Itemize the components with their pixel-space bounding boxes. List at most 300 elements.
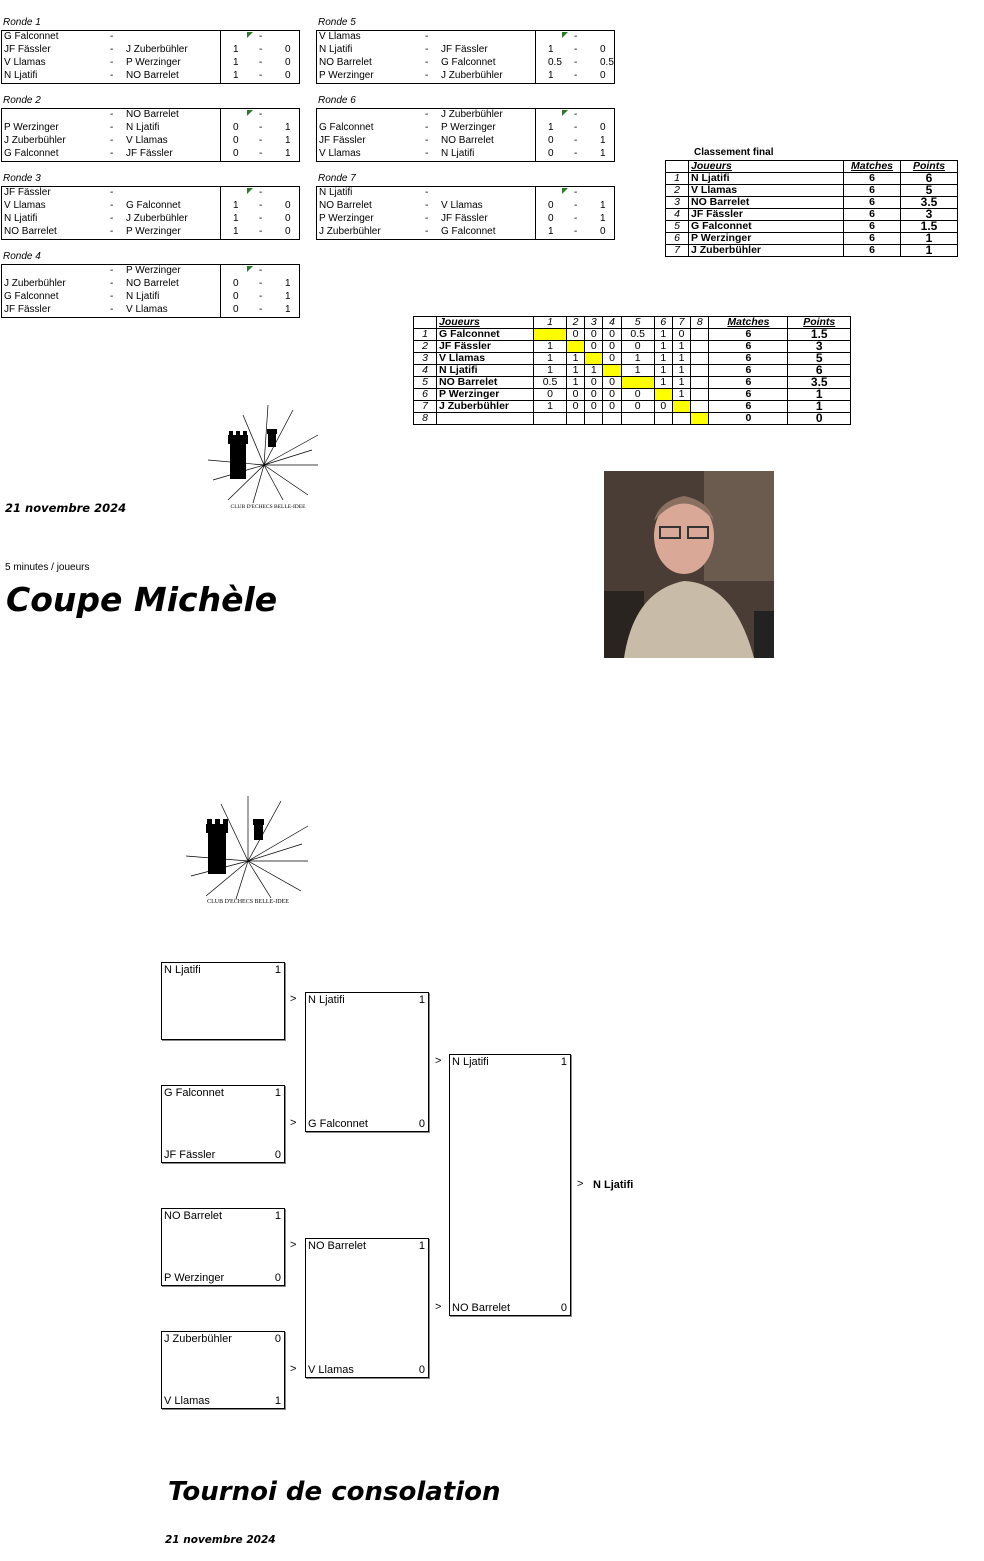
cross-cell: 0	[788, 413, 851, 425]
bracket-match	[305, 1238, 429, 1378]
final-cell: 6	[844, 245, 901, 257]
round-cell: -	[574, 135, 578, 146]
round-cell: 0	[285, 226, 291, 237]
cross-cell: J Zuberbühler	[437, 401, 534, 413]
round-box	[316, 30, 613, 84]
cross-cell: 1	[566, 365, 584, 377]
round-cell: -	[259, 226, 263, 237]
round-cell: V Llamas	[4, 200, 46, 211]
flag-marker	[247, 110, 253, 116]
bracket-score-bottom: 0	[274, 1272, 281, 1284]
cross-cell: 1	[672, 389, 690, 401]
final-cell: 4	[666, 209, 689, 221]
cross-header-rank	[414, 317, 437, 329]
final-header-rank	[666, 161, 689, 173]
cross-header-cell: 5	[621, 317, 654, 329]
round-cell: 1	[233, 57, 239, 68]
round-cell: 0	[600, 122, 606, 133]
round-title: Ronde 7	[318, 173, 356, 184]
round-cell: -	[259, 135, 263, 146]
round-cell: 0	[600, 70, 606, 81]
cross-cell	[585, 413, 603, 425]
cross-header-cell: Matches	[709, 317, 788, 329]
cross-row	[414, 329, 851, 341]
round-cell: -	[259, 57, 263, 68]
round-cell: -	[425, 226, 429, 237]
bracket-score-bottom: 1	[274, 1395, 281, 1407]
bracket-match	[305, 992, 429, 1132]
bracket-player-top: N Ljatifi	[452, 1056, 489, 1068]
cross-cell: G Falconnet	[437, 329, 534, 341]
cross-cell: 1	[534, 353, 567, 365]
cross-cell: 0	[585, 401, 603, 413]
cross-cell: 7	[414, 401, 437, 413]
round-cell: 1	[285, 291, 291, 302]
cross-cell: 6	[709, 329, 788, 341]
round-cell: P Werzinger	[126, 265, 181, 276]
bracket-score-top: 1	[274, 1210, 281, 1222]
round-cell: P Werzinger	[126, 226, 181, 237]
round-cell: -	[259, 187, 263, 198]
round-cell: 0	[285, 200, 291, 211]
cross-cell: 4	[414, 365, 437, 377]
round-cell: -	[259, 200, 263, 211]
round-cell: 0	[233, 135, 239, 146]
cross-header-cell: 8	[691, 317, 709, 329]
round-cell: -	[425, 148, 429, 159]
round-cell: 1	[285, 304, 291, 315]
round-cell: -	[425, 70, 429, 81]
cross-cell: 0	[585, 377, 603, 389]
round-cell: -	[110, 148, 114, 159]
cross-cell	[691, 365, 709, 377]
round-cell: V Llamas	[4, 57, 46, 68]
final-cell: 5	[666, 221, 689, 233]
cross-table	[413, 316, 851, 425]
bracket-score-top: 1	[418, 994, 425, 1006]
cross-cell	[534, 413, 567, 425]
round-cell: G Falconnet	[4, 291, 59, 302]
bracket-arrow: >	[290, 1117, 297, 1129]
round-cell: 0	[285, 57, 291, 68]
round-cell: V Llamas	[319, 148, 361, 159]
cross-cell: 0	[603, 401, 621, 413]
round-cell: 0	[600, 44, 606, 55]
round-cell: JF Fässler	[4, 44, 51, 55]
round-cell: J Zuberbühler	[319, 226, 381, 237]
final-header-cell: Matches	[844, 161, 901, 173]
cross-header-cell: 7	[672, 317, 690, 329]
bracket-match	[161, 1331, 285, 1409]
bracket-player-top: NO Barrelet	[164, 1210, 223, 1222]
cross-cell: 1	[672, 341, 690, 353]
date-bottom: 21 novembre 2024	[165, 1534, 276, 1546]
final-cell: 6	[844, 185, 901, 197]
final-cell: JF Fässler	[689, 209, 844, 221]
cross-cell: JF Fässler	[437, 341, 534, 353]
round-cell: G Falconnet	[4, 148, 59, 159]
cross-cell: 3	[414, 353, 437, 365]
round-box	[1, 264, 298, 318]
round-cell: -	[574, 70, 578, 81]
cross-cell: 1	[788, 389, 851, 401]
round-cell: NO Barrelet	[319, 200, 372, 211]
cross-cell: 1	[654, 353, 672, 365]
round-cell: 0	[548, 200, 554, 211]
round-cell: 1	[233, 200, 239, 211]
final-header-cell: Points	[901, 161, 958, 173]
round-cell: 0	[548, 213, 554, 224]
round-cell: -	[259, 44, 263, 55]
cross-row	[414, 413, 851, 425]
club-logo-2	[186, 796, 310, 910]
club-logo	[208, 405, 320, 513]
round-cell: -	[110, 226, 114, 237]
cross-cell: 2	[414, 341, 437, 353]
cross-row	[414, 377, 851, 389]
round-cell: -	[259, 304, 263, 315]
round-cell: N Ljatifi	[319, 44, 353, 55]
round-title: Ronde 4	[3, 251, 41, 262]
round-box	[316, 108, 613, 162]
round-cell: 1	[548, 70, 554, 81]
bracket-score-top: 1	[274, 964, 281, 976]
round-cell: 1	[600, 213, 606, 224]
flag-marker	[247, 32, 253, 38]
flag-marker	[247, 188, 253, 194]
round-cell: 1	[548, 122, 554, 133]
cross-header-cell: Points	[788, 317, 851, 329]
cross-cell: 0	[585, 341, 603, 353]
cross-cell: 0	[654, 401, 672, 413]
cross-cell: NO Barrelet	[437, 377, 534, 389]
round-cell: -	[425, 57, 429, 68]
cross-cell	[691, 341, 709, 353]
round-cell: -	[574, 213, 578, 224]
round-cell: -	[425, 213, 429, 224]
round-cell: J Zuberbühler	[4, 278, 66, 289]
round-cell: 0	[548, 148, 554, 159]
round-cell: V Llamas	[126, 304, 168, 315]
round-cell: -	[259, 265, 263, 276]
final-cell: 3.5	[901, 197, 958, 209]
round-cell: P Werzinger	[319, 70, 374, 81]
cross-cell: 0	[566, 329, 584, 341]
round-cell: -	[259, 31, 263, 42]
round-cell: G Falconnet	[319, 122, 374, 133]
round-cell: 0	[600, 226, 606, 237]
cross-cell	[691, 353, 709, 365]
round-cell: G Falconnet	[4, 31, 59, 42]
round-cell: JF Fässler	[126, 148, 173, 159]
round-cell: N Ljatifi	[4, 70, 38, 81]
round-cell: -	[425, 200, 429, 211]
round-cell: JF Fässler	[4, 187, 51, 198]
round-cell: N Ljatifi	[441, 148, 475, 159]
cross-cell	[691, 329, 709, 341]
bracket-player-top: NO Barrelet	[308, 1240, 367, 1252]
cross-cell: 1	[621, 353, 654, 365]
round-cell: -	[425, 122, 429, 133]
cross-cell: 1	[654, 341, 672, 353]
final-cell: 6	[666, 233, 689, 245]
cross-cell: 6	[709, 389, 788, 401]
bracket-score-top: 1	[560, 1056, 567, 1068]
cross-cell	[691, 413, 709, 425]
round-cell: JF Fässler	[441, 44, 488, 55]
cross-header-cell: Joueurs	[437, 317, 534, 329]
final-standings-table	[665, 160, 958, 257]
round-title: Ronde 2	[3, 95, 41, 106]
club-logo-2-text: CLUB D'ECHECS BELLE-IDEE	[207, 899, 289, 905]
final-row	[666, 221, 958, 233]
cross-cell: 0	[621, 389, 654, 401]
round-cell: N Ljatifi	[126, 291, 160, 302]
title-coupe: Coupe Michèle	[6, 580, 278, 619]
bracket-score-bottom: 0	[274, 1149, 281, 1161]
round-cell: -	[110, 44, 114, 55]
round-cell: 0	[285, 213, 291, 224]
round-cell: -	[574, 109, 578, 120]
bracket-player-bottom: NO Barrelet	[452, 1302, 511, 1314]
round-box	[1, 30, 298, 84]
round-cell: P Werzinger	[319, 213, 374, 224]
round-cell: J Zuberbühler	[441, 109, 503, 120]
cross-cell: 1	[566, 377, 584, 389]
club-logo-text: CLUB D'ECHECS BELLE-IDEE	[230, 504, 306, 510]
round-cell: 1	[233, 213, 239, 224]
round-cell: V Llamas	[319, 31, 361, 42]
final-cell: 6	[844, 209, 901, 221]
cross-cell: 1	[654, 365, 672, 377]
round-cell: 1	[285, 278, 291, 289]
cross-cell: 6	[414, 389, 437, 401]
flag-marker	[247, 266, 253, 272]
cross-cell: 0	[603, 341, 621, 353]
cross-cell	[603, 365, 621, 377]
final-cell: G Falconnet	[689, 221, 844, 233]
bracket-arrow: >	[435, 1301, 442, 1313]
cross-cell: 0.5	[534, 377, 567, 389]
round-cell: -	[110, 265, 114, 276]
cross-cell: 0	[603, 377, 621, 389]
cross-row	[414, 353, 851, 365]
round-cell: J Zuberbühler	[441, 70, 503, 81]
cross-cell: N Ljatifi	[437, 365, 534, 377]
cross-cell: 5	[414, 377, 437, 389]
cross-row	[414, 401, 851, 413]
cross-cell: 0	[585, 329, 603, 341]
round-cell: JF Fässler	[319, 135, 366, 146]
round-cell: -	[110, 31, 114, 42]
cross-cell	[621, 413, 654, 425]
cross-cell: 6	[709, 401, 788, 413]
round-cell: NO Barrelet	[126, 278, 179, 289]
flag-marker	[562, 110, 568, 116]
bracket-player-bottom: V Llamas	[164, 1395, 210, 1407]
final-header-row	[666, 161, 958, 173]
bracket-match	[161, 962, 285, 1040]
bracket-player-bottom: P Werzinger	[164, 1272, 225, 1284]
round-cell: -	[110, 135, 114, 146]
round-cell: -	[110, 57, 114, 68]
round-cell: NO Barrelet	[126, 70, 179, 81]
cross-cell	[691, 389, 709, 401]
round-cell: 1	[548, 44, 554, 55]
cross-cell: 5	[788, 353, 851, 365]
round-cell: -	[110, 278, 114, 289]
round-cell: -	[574, 226, 578, 237]
cross-cell: 1	[654, 377, 672, 389]
round-cell: -	[110, 304, 114, 315]
round-cell: J Zuberbühler	[126, 213, 188, 224]
final-cell: 1.5	[901, 221, 958, 233]
round-cell: P Werzinger	[4, 122, 59, 133]
bracket-match	[161, 1208, 285, 1286]
cross-cell	[672, 401, 690, 413]
cross-cell	[691, 377, 709, 389]
round-cell: -	[574, 44, 578, 55]
cross-cell	[566, 341, 584, 353]
round-cell: V Llamas	[126, 135, 168, 146]
round-cell: 0.5	[600, 57, 614, 68]
title-consolation: Tournoi de consolation	[168, 1477, 501, 1507]
bracket-arrow: >	[577, 1178, 584, 1190]
final-cell: V Llamas	[689, 185, 844, 197]
final-header-cell: Joueurs	[689, 161, 844, 173]
cross-cell: 1	[414, 329, 437, 341]
round-cell: J Zuberbühler	[126, 44, 188, 55]
round-cell: N Ljatifi	[126, 122, 160, 133]
round-cell: 1	[233, 226, 239, 237]
cross-header-row	[414, 317, 851, 329]
round-cell: -	[259, 278, 263, 289]
round-cell: -	[110, 122, 114, 133]
bracket-match	[449, 1054, 571, 1316]
round-cell: -	[259, 109, 263, 120]
bracket-winner: N Ljatifi	[593, 1179, 634, 1191]
cross-cell	[654, 389, 672, 401]
cross-cell: V Llamas	[437, 353, 534, 365]
final-row	[666, 173, 958, 185]
round-cell: 1	[600, 200, 606, 211]
cross-header-cell: 2	[566, 317, 584, 329]
round-cell: -	[425, 31, 429, 42]
cross-cell: 1	[621, 365, 654, 377]
round-cell: JF Fässler	[4, 304, 51, 315]
final-cell: 6	[844, 197, 901, 209]
bracket-score-top: 0	[274, 1333, 281, 1345]
cross-cell	[654, 413, 672, 425]
bracket-score-bottom: 0	[560, 1302, 567, 1314]
round-box	[1, 108, 298, 162]
cross-cell: 3.5	[788, 377, 851, 389]
round-title: Ronde 6	[318, 95, 356, 106]
final-cell: N Ljatifi	[689, 173, 844, 185]
round-title: Ronde 1	[3, 17, 41, 28]
round-cell: NO Barrelet	[4, 226, 57, 237]
cross-cell: 6	[709, 365, 788, 377]
cross-cell	[691, 401, 709, 413]
bracket-player-bottom: JF Fässler	[164, 1149, 216, 1161]
final-cell: 2	[666, 185, 689, 197]
round-cell: -	[574, 148, 578, 159]
cross-cell: 0	[566, 401, 584, 413]
round-cell: 0	[233, 122, 239, 133]
round-cell: JF Fässler	[441, 213, 488, 224]
bracket-arrow: >	[290, 993, 297, 1005]
cross-header-cell: 1	[534, 317, 567, 329]
cross-cell	[621, 377, 654, 389]
round-cell: 0	[233, 278, 239, 289]
final-standings-title: Classement final	[694, 147, 774, 158]
round-cell: -	[110, 200, 114, 211]
round-cell: 1	[233, 44, 239, 55]
cross-cell: 0	[566, 389, 584, 401]
cross-cell: 1	[672, 365, 690, 377]
cross-cell: 1.5	[788, 329, 851, 341]
round-cell: NO Barrelet	[126, 109, 179, 120]
bracket-arrow: >	[435, 1055, 442, 1067]
round-cell: 1	[233, 70, 239, 81]
bracket-arrow: >	[290, 1239, 297, 1251]
cross-header-cell: 6	[654, 317, 672, 329]
cross-cell: 0	[621, 341, 654, 353]
round-cell: N Ljatifi	[4, 213, 38, 224]
flag-marker	[562, 188, 568, 194]
cross-cell: 6	[709, 377, 788, 389]
cross-cell: 0	[621, 401, 654, 413]
round-cell: -	[259, 122, 263, 133]
final-cell: 6	[844, 233, 901, 245]
cross-cell: 1	[672, 353, 690, 365]
cross-cell	[603, 413, 621, 425]
cross-cell: 6	[709, 353, 788, 365]
round-cell: P Werzinger	[441, 122, 496, 133]
round-cell: -	[574, 200, 578, 211]
bracket-player-top: J Zuberbühler	[164, 1333, 232, 1345]
round-cell: 0	[233, 291, 239, 302]
cross-header-cell: 3	[585, 317, 603, 329]
cross-cell	[672, 413, 690, 425]
round-cell: -	[259, 70, 263, 81]
round-cell: NO Barrelet	[441, 135, 494, 146]
bracket-player-top: N Ljatifi	[164, 964, 201, 976]
round-cell: -	[110, 70, 114, 81]
final-cell: 7	[666, 245, 689, 257]
round-cell: 1	[285, 135, 291, 146]
cross-cell: 6	[788, 365, 851, 377]
round-cell: G Falconnet	[126, 200, 181, 211]
round-cell: 1	[285, 148, 291, 159]
round-cell: V Llamas	[441, 200, 483, 211]
final-row	[666, 245, 958, 257]
cross-cell: 1	[585, 365, 603, 377]
cross-cell: 1	[534, 401, 567, 413]
round-cell: -	[425, 44, 429, 55]
round-cell: -	[259, 291, 263, 302]
cross-cell: 1	[788, 401, 851, 413]
cross-cell: 0	[603, 329, 621, 341]
round-cell: 0	[285, 70, 291, 81]
date-top: 21 novembre 2024	[5, 501, 127, 515]
bracket-score-top: 1	[274, 1087, 281, 1099]
final-cell: 3	[666, 197, 689, 209]
cross-cell	[566, 413, 584, 425]
round-cell: -	[110, 109, 114, 120]
cross-cell: 0	[672, 329, 690, 341]
round-title: Ronde 5	[318, 17, 356, 28]
